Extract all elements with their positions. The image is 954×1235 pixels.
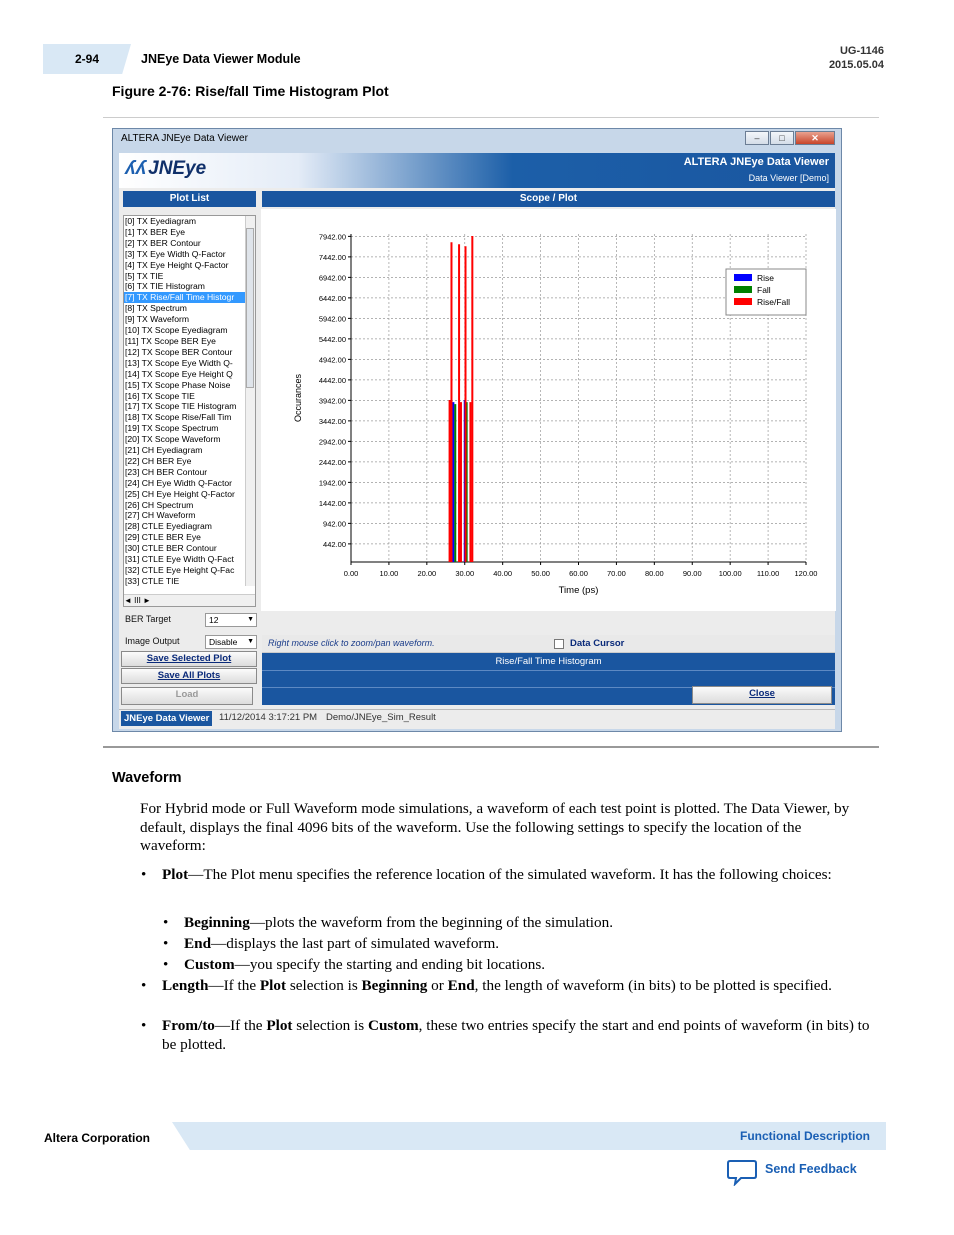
- bullet-dot: •: [163, 914, 169, 931]
- plot-list-item[interactable]: [20] TX Scope Waveform: [125, 434, 221, 445]
- bullet-term: Custom: [184, 956, 235, 973]
- save-selected-plot-button[interactable]: Save Selected Plot: [121, 651, 257, 667]
- rise-fall-histogram-chart[interactable]: [261, 209, 836, 611]
- image-output-label: Image Output: [125, 636, 180, 646]
- plot-list-item[interactable]: [9] TX Waveform: [125, 314, 189, 325]
- data-cursor-label: Data Cursor: [570, 638, 625, 649]
- bullet-term: From/to: [162, 1017, 215, 1034]
- plot-list-vscrollbar[interactable]: [245, 216, 255, 586]
- bullet-text: —plots the waveform from the beginning of the simulation.: [249, 914, 614, 931]
- footer-corp: Altera Corporation: [44, 1131, 151, 1145]
- close-window-button[interactable]: ✕: [795, 131, 835, 145]
- window-title: ALTERA JNEye Data Viewer: [121, 133, 248, 144]
- plot-list-item[interactable]: [14] TX Scope Eye Height Q: [125, 368, 233, 379]
- plot-list-item[interactable]: [10] TX Scope Eyediagram: [125, 325, 228, 336]
- close-button[interactable]: Close: [692, 686, 832, 704]
- bullet-text: —displays the last part of simulated waveform.: [211, 935, 500, 952]
- plot-list-item[interactable]: [6] TX TIE Histogram: [125, 281, 205, 292]
- bullet-term: End: [184, 935, 212, 952]
- doc-info: [829, 44, 884, 72]
- bullet-text: —If the: [214, 1017, 267, 1034]
- panel-divider: [262, 670, 835, 671]
- bullet-bold: Custom: [367, 1017, 419, 1034]
- bullet-term: Beginning: [184, 914, 250, 931]
- zoom-hint: Right mouse click to zoom/pan waveform.: [268, 638, 435, 648]
- save-all-plots-button[interactable]: Save All Plots: [121, 668, 257, 684]
- bullet-bold: Plot: [259, 977, 287, 994]
- y-tick-label: 6442.00: [318, 293, 346, 303]
- legend-swatch: [734, 274, 752, 281]
- bullet-custom: [163, 956, 874, 975]
- bullet-length: [141, 977, 870, 996]
- ber-target-select[interactable]: [205, 613, 257, 627]
- plot-list-item[interactable]: [30] CTLE BER Contour: [125, 543, 217, 554]
- bullet-term: Length: [162, 977, 209, 994]
- banner-title: ALTERA JNEye Data Viewer: [683, 156, 829, 168]
- plot-list-hscrollbar[interactable]: ◄ III ►: [124, 594, 255, 606]
- window-client: [119, 153, 835, 729]
- bullet-dot: •: [163, 956, 169, 973]
- y-tick-label: 5442.00: [318, 334, 346, 344]
- section-heading: Waveform: [112, 770, 182, 786]
- status-timestamp: 11/12/2014 3:17:21 PM: [219, 712, 318, 723]
- scope-plot-header: Scope / Plot: [262, 191, 835, 207]
- image-output-value: Disable: [209, 637, 238, 647]
- scroll-thumb[interactable]: [246, 228, 254, 388]
- figure-rule-top: [103, 117, 879, 118]
- bullet-text: or: [427, 977, 448, 994]
- module-title: JNEye Data Viewer Module: [141, 52, 301, 66]
- x-tick-label: 70.00: [607, 569, 626, 578]
- y-tick-label: 2442.00: [318, 457, 346, 467]
- minimize-button[interactable]: –: [745, 131, 769, 145]
- x-tick-label: 50.00: [531, 569, 550, 578]
- bullet-text: —you specify the starting and ending bit locations.: [234, 956, 546, 973]
- bullet-from-to: [141, 1017, 870, 1054]
- send-feedback-link[interactable]: Send Feedback: [765, 1162, 857, 1176]
- bullet-plot: [141, 866, 870, 885]
- banner-subtitle: Data Viewer [Demo]: [748, 173, 829, 183]
- jneye-logo: [125, 158, 206, 180]
- bullet-bold: End: [447, 977, 475, 994]
- image-output-select[interactable]: [205, 635, 257, 649]
- maximize-button[interactable]: □: [770, 131, 794, 145]
- plot-list-item[interactable]: [3] TX Eye Width Q-Factor: [125, 248, 226, 259]
- x-tick-label: 120.00: [794, 569, 818, 578]
- y-tick-label: 2942.00: [318, 437, 346, 447]
- bullet-text: selection is: [286, 977, 362, 994]
- ber-target-label: BER Target: [125, 614, 171, 624]
- app-window: [112, 128, 842, 732]
- bullet-text: —If the: [208, 977, 260, 994]
- plot-list-item[interactable]: [29] CTLE BER Eye: [125, 532, 201, 543]
- y-tick-label: 3442.00: [318, 416, 346, 426]
- x-tick-label: 100.00: [718, 569, 742, 578]
- legend-swatch: [734, 286, 752, 293]
- plot-list-item[interactable]: [19] TX Scope Spectrum: [125, 423, 219, 434]
- x-tick-label: 20.00: [417, 569, 437, 578]
- bullet-bold: Beginning: [361, 977, 428, 994]
- plot-list-item[interactable]: [17] TX Scope TIE Histogram: [125, 401, 237, 412]
- x-tick-label: 40.00: [493, 569, 513, 578]
- legend-swatch: [734, 298, 752, 305]
- bullet-term: Plot: [162, 866, 189, 883]
- plot-list-item[interactable]: [8] TX Spectrum: [125, 303, 187, 314]
- intro-paragraph: For Hybrid mode or Full Waveform mode simulations, a waveform of each test point is plotted. The Data Viewer, by default, displays the final 4096 bits of the waveform. Use the following settings to specify the location of the waveform:: [140, 800, 850, 854]
- x-tick-label: 10.00: [379, 569, 399, 578]
- plot-list-item[interactable]: [1] TX BER Eye: [125, 226, 186, 237]
- bullet-dot: •: [163, 935, 169, 952]
- swoosh-icon: ʎʎ: [125, 158, 147, 179]
- plot-list-item[interactable]: [25] CH Eye Height Q-Factor: [125, 488, 235, 499]
- status-bar: [119, 709, 835, 727]
- plot-list-items: [124, 216, 255, 587]
- plot-list-item[interactable]: [12] TX Scope BER Contour: [125, 346, 233, 357]
- plot-hint-bar: [262, 635, 835, 653]
- plot-list-item[interactable]: [27] CH Waveform: [125, 510, 196, 521]
- ber-target-value: 12: [209, 615, 219, 625]
- y-tick-label: 6942.00: [318, 273, 346, 283]
- plot-list[interactable]: [123, 215, 256, 607]
- logo-text: JNEye: [148, 158, 207, 179]
- y-tick-label: 4442.00: [318, 375, 346, 385]
- plot-list-item[interactable]: [16] TX Scope TIE: [125, 390, 195, 401]
- bullet-dot: •: [141, 1017, 147, 1034]
- y-tick-label: 1942.00: [318, 478, 346, 488]
- bullet-beginning: [163, 914, 874, 933]
- bullet-text: , the length of waveform (in bits) to be plotted is specified.: [474, 977, 832, 994]
- app-banner: [119, 153, 835, 188]
- plot-list-item[interactable]: [31] CTLE Eye Width Q-Fact: [125, 554, 234, 565]
- x-tick-label: 90.00: [682, 569, 702, 578]
- chevron-down-icon: ▼: [247, 616, 254, 623]
- y-tick-label: 5942.00: [318, 314, 346, 324]
- y-tick-label: 7942.00: [318, 232, 346, 242]
- x-tick-label: 80.00: [644, 569, 664, 578]
- plot-list-item[interactable]: [32] CTLE Eye Height Q-Fac: [125, 565, 235, 575]
- y-tick-label: 3942.00: [318, 396, 346, 406]
- x-tick-label: 60.00: [569, 569, 588, 578]
- status-path: Demo/JNEye_Sim_Result: [326, 712, 436, 723]
- bullet-text: —The Plot menu specifies the reference location of the simulated waveform. It has the following choices:: [188, 866, 832, 883]
- legend-label: Rise/Fall: [757, 297, 791, 307]
- load-button[interactable]: Load: [121, 687, 253, 705]
- plot-list-item[interactable]: [23] CH BER Contour: [125, 466, 208, 477]
- x-axis-label: Time (ps): [558, 585, 599, 596]
- plot-list-item[interactable]: [5] TX TIE: [125, 270, 164, 281]
- plot-list-header: Plot List: [123, 191, 256, 207]
- window-controls: [745, 131, 835, 145]
- chevron-down-icon: ▼: [247, 638, 254, 645]
- plot-list-item[interactable]: [24] CH Eye Width Q-Factor: [125, 477, 232, 488]
- plot-area[interactable]: [261, 209, 836, 611]
- plot-list-item[interactable]: [18] TX Scope Rise/Fall Tim: [125, 412, 232, 423]
- doc-id: UG-1146: [839, 45, 884, 57]
- legend-label: Fall: [757, 285, 771, 295]
- page-number: 2-94: [75, 52, 100, 66]
- plot-list-item[interactable]: [21] CH Eyediagram: [125, 445, 203, 456]
- bullet-text: selection is: [292, 1017, 368, 1034]
- bullet-end: [163, 935, 874, 954]
- plot-list-item[interactable]: [22] CH BER Eye: [125, 455, 192, 466]
- data-cursor-checkbox[interactable]: [554, 639, 564, 649]
- speech-bubble-icon[interactable]: [727, 1159, 757, 1186]
- y-tick-label: 7442.00: [318, 252, 346, 262]
- bullet-dot: •: [141, 977, 147, 994]
- plot-list-item[interactable]: [28] CTLE Eyediagram: [125, 521, 212, 532]
- x-tick-label: 110.00: [756, 569, 780, 578]
- plot-list-item[interactable]: [0] TX Eyediagram: [125, 216, 197, 226]
- y-tick-label: 942.00: [323, 519, 346, 529]
- bullet-text: , these two entries specify the start and end points of waveform (in bits) to be plotted.: [162, 1017, 870, 1053]
- plot-list-item[interactable]: [11] TX Scope BER Eye: [125, 335, 216, 346]
- plot-list-item[interactable]: [4] TX Eye Height Q-Factor: [125, 259, 229, 270]
- plot-list-item[interactable]: [2] TX BER Contour: [125, 237, 201, 248]
- x-tick-label: 30.00: [455, 569, 475, 578]
- figure-caption: Figure 2-76: Rise/fall Time Histogram Plot: [112, 83, 389, 99]
- plot-list-item[interactable]: [26] CH Spectrum: [125, 499, 194, 510]
- doc-date: 2015.05.04: [828, 59, 884, 71]
- plot-list-item[interactable]: [33] CTLE TIE: [125, 575, 180, 586]
- figure-rule-bottom: [103, 746, 879, 748]
- status-app-name: JNEye Data Viewer: [121, 711, 212, 726]
- x-tick-label: 0.00: [343, 569, 359, 578]
- bullet-bold: Plot: [266, 1017, 293, 1034]
- y-tick-label: 442.00: [323, 539, 346, 549]
- footer-section-link[interactable]: Functional Description: [739, 1129, 870, 1143]
- plot-list-item[interactable]: [15] TX Scope Phase Noise: [125, 379, 231, 390]
- legend-label: Rise: [757, 273, 775, 283]
- y-tick-label: 1442.00: [318, 498, 346, 508]
- plot-list-item[interactable]: [7] TX Rise/Fall Time Histogr: [124, 292, 255, 303]
- y-tick-label: 4942.00: [318, 355, 346, 365]
- panel-title: Rise/Fall Time Histogram: [495, 656, 602, 667]
- bullet-dot: •: [141, 866, 147, 883]
- y-axis-label: Occurances: [293, 373, 303, 423]
- plot-list-item[interactable]: [13] TX Scope Eye Width Q-: [125, 357, 233, 368]
